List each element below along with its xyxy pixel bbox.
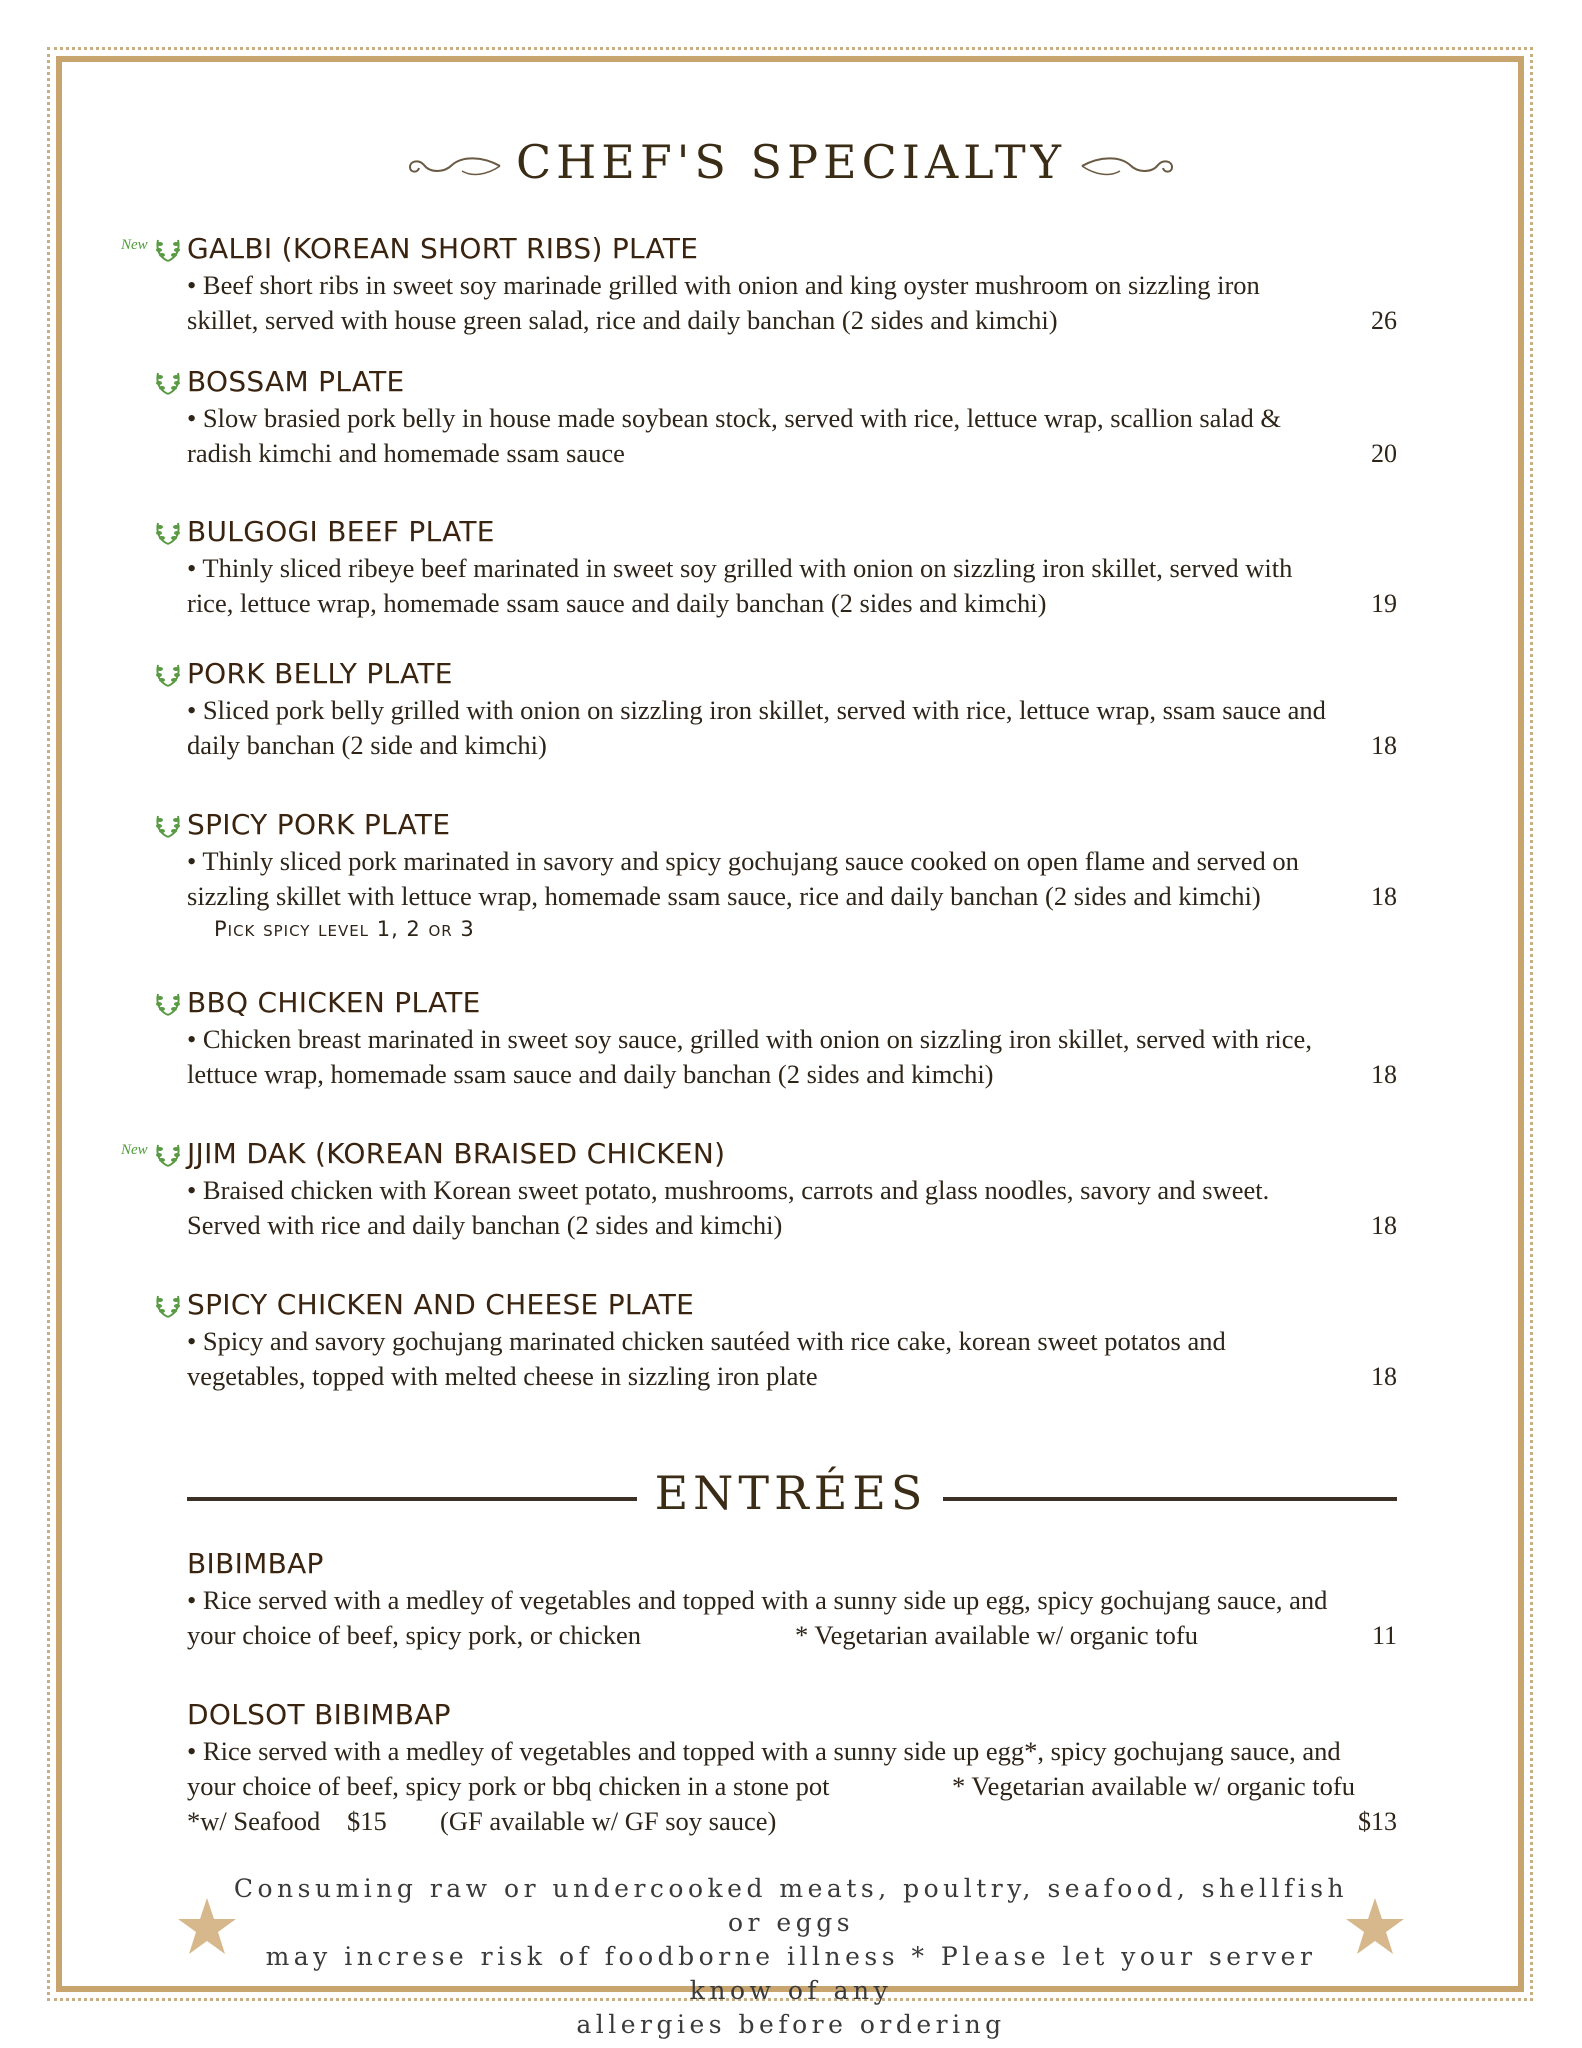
- gluten-free-note: (GF available w/ GF soy sauce): [440, 1806, 777, 1836]
- menu-item: [187, 986, 1397, 1092]
- menu-item: [121, 1137, 1397, 1243]
- chef-specialty-title: CHEF'S SPECIALTY: [515, 135, 1067, 189]
- menu-item-bibimbap: [187, 1547, 1397, 1653]
- spicy-level-note: Pick spicy level 1, 2 or 3: [214, 917, 475, 941]
- flourish-left-icon: [402, 151, 502, 181]
- vegetarian-note: * Vegetarian available w/ organic tofu: [795, 1620, 1198, 1650]
- star-icon-left: [176, 1896, 238, 1956]
- item-desc-line: your choice of beef, spicy pork or bbq chicken in a stone pot: [187, 1771, 830, 1801]
- vegetarian-note: * Vegetarian available w/ organic tofu: [952, 1771, 1355, 1801]
- item-desc: • Slow brasied pork belly in house made soybean stock, served with rice, lettuce wrap, scallion salad & radish kimchi and homemade ssam sauce: [187, 403, 1282, 468]
- item-price: 20: [1371, 439, 1397, 468]
- menu-item: [187, 515, 1397, 621]
- flourish-right-icon: [1080, 151, 1180, 181]
- item-name: BBQ CHICKEN PLATE: [187, 986, 481, 1019]
- item-price: 18: [1371, 882, 1397, 911]
- item-price: 11: [1371, 1621, 1397, 1650]
- item-price: $13: [1358, 1807, 1397, 1836]
- menu-item: [187, 808, 1397, 944]
- item-name: BULGOGI BEEF PLATE: [187, 515, 495, 548]
- item-price: 18: [1371, 731, 1397, 760]
- star-icon-right: [1344, 1896, 1406, 1956]
- item-name: GALBI (KOREAN SHORT RIBS) PLATE: [187, 232, 699, 265]
- leaf-icon: [153, 235, 183, 263]
- leaf-icon: [153, 1140, 183, 1168]
- leaf-icon: [153, 518, 183, 546]
- leaf-icon: [153, 989, 183, 1017]
- item-price: 18: [1371, 1362, 1397, 1391]
- leaf-icon: [153, 1291, 183, 1319]
- item-name: BOSSAM PLATE: [187, 365, 405, 398]
- leaf-icon: [153, 811, 183, 839]
- item-name: BIBIMBAP: [187, 1547, 324, 1580]
- item-price: 19: [1371, 589, 1397, 618]
- item-name: SPICY PORK PLATE: [187, 808, 451, 841]
- item-desc: • Braised chicken with Korean sweet potato, mushrooms, carrots and glass noodles, savory and sweet. Served with rice and daily banchan (2 sides and kimchi): [187, 1175, 1270, 1240]
- entrees-title: ENTRÉES: [654, 1466, 928, 1520]
- disclaimer-line: Consuming raw or undercooked meats, poultry, seafood, shellfish or eggs: [233, 1874, 1349, 1937]
- seafood-price: $15: [347, 1806, 387, 1836]
- disclaimer-line: may increse risk of foodborne illness * Please let your server know of any: [265, 1942, 1317, 2005]
- leaf-icon: [153, 660, 183, 688]
- item-desc: • Spicy and savory gochujang marinated chicken sautéed with rice cake, korean sweet potatos and vegetables, topped with melted cheese in sizzling iron plate: [187, 1326, 1226, 1391]
- disclaimer-line: allergies before ordering: [576, 2010, 1006, 2039]
- menu-item: [121, 232, 1397, 338]
- leaf-icon: [153, 368, 183, 396]
- item-desc-line: your choice of beef, spicy pork, or chicken: [187, 1620, 642, 1650]
- item-desc: • Sliced pork belly grilled with onion on sizzling iron skillet, served with rice, lettuce wrap, ssam sauce and daily banchan (2 side and kimchi): [187, 695, 1326, 760]
- seafood-label: *w/ Seafood: [187, 1806, 321, 1836]
- chef-specialty-heading: [0, 135, 1582, 189]
- item-name: SPICY CHICKEN AND CHEESE PLATE: [187, 1288, 695, 1321]
- item-desc-line: • Rice served with a medley of vegetables and topped with a sunny side up egg, spicy gochujang sauce, and: [187, 1585, 1328, 1615]
- item-desc: • Chicken breast marinated in sweet soy sauce, grilled with onion on sizzling iron skillet, served with rice, lettuce wrap, homemade ssam sauce and daily banchan (2 sides and kimchi): [187, 1024, 1312, 1089]
- item-name: DOLSOT BIBIMBAP: [187, 1698, 451, 1731]
- item-price: 18: [1371, 1060, 1397, 1089]
- item-desc: • Beef short ribs in sweet soy marinade grilled with onion and king oyster mushroom on sizzling iron skillet, served with house green salad, rice and daily banchan (2 sides and kimchi): [187, 270, 1260, 335]
- new-badge: New: [121, 237, 148, 253]
- item-name: JJIM DAK (KOREAN BRAISED CHICKEN): [187, 1137, 726, 1170]
- menu-item: [187, 365, 1397, 471]
- menu-item: [187, 1288, 1397, 1394]
- new-badge: New: [121, 1142, 148, 1158]
- menu-item: [187, 657, 1397, 763]
- item-name: PORK BELLY PLATE: [187, 657, 453, 690]
- item-desc: • Thinly sliced pork marinated in savory and spicy gochujang sauce cooked on open flame and served on sizzling skillet with lettuce wrap, homemade ssam sauce, rice and daily banchan (2 sides and kimchi): [187, 846, 1299, 911]
- menu-item-dolsot-bibimbap: [187, 1698, 1397, 1839]
- item-price: 26: [1371, 306, 1397, 335]
- item-price: 18: [1371, 1211, 1397, 1240]
- item-desc-line: • Rice served with a medley of vegetables and topped with a sunny side up egg*, spicy gochujang sauce, and: [187, 1736, 1341, 1766]
- allergy-disclaimer: [230, 1872, 1352, 2042]
- item-desc: • Thinly sliced ribeye beef marinated in sweet soy grilled with onion on sizzling iron skillet, served with rice, lettuce wrap, homemade ssam sauce and daily banchan (2 sides and kimchi): [187, 553, 1293, 618]
